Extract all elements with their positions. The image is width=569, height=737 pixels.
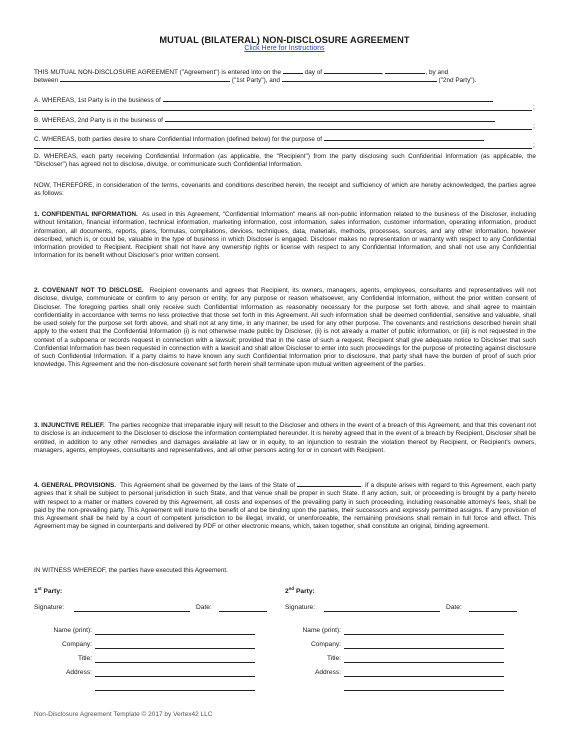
whereas-d: D. WHEREAS, each party receiving Confidential Information (as applicable, the "Recipient") from the party disclosing such Confidential Information (as applicable, the "Discloser") has agreed not to disclose, divulge, or communicate such Confidential Information. <box>34 153 536 169</box>
second-party-name-line[interactable] <box>344 634 504 635</box>
second-party-number: 2 <box>285 588 289 596</box>
first-party-address-label: Address: <box>65 669 92 676</box>
first-party-company-label: Company: <box>61 641 92 648</box>
instructions-link[interactable]: Click Here for Instructions <box>244 45 325 52</box>
second-party-signature-label: Signature: <box>285 604 316 611</box>
second-party-title-label: Title: <box>326 655 341 662</box>
second-party-company-line[interactable] <box>344 648 504 649</box>
whereas-c-field[interactable] <box>324 134 484 141</box>
whereas-b-field[interactable] <box>165 115 495 122</box>
second-party-address-label: Address: <box>314 669 341 676</box>
whereas-b <box>34 115 536 125</box>
second-party-suffix: nd <box>288 586 295 591</box>
section-3-heading: 3. INJUNCTIVE RELIEF. <box>34 422 105 429</box>
first-party-date-line[interactable] <box>219 611 267 612</box>
first-party-suffix: st <box>37 586 42 591</box>
footer-copyright: Non-Disclosure Agreement Template © 2017 by Vertex42 LLC <box>34 711 213 718</box>
first-party-label: Party: <box>43 588 63 596</box>
intro-second-party: ("2nd Party"). <box>438 77 477 84</box>
second-party-signature-line[interactable] <box>324 611 440 612</box>
whereas-b-semicolon: ; <box>533 123 535 130</box>
whereas-b-line-2[interactable] <box>34 129 532 130</box>
second-party-name-field[interactable] <box>282 75 437 82</box>
governing-state-field[interactable] <box>297 480 361 487</box>
whereas-c-line-2[interactable] <box>34 148 532 149</box>
first-party-address-line-1[interactable] <box>95 676 255 677</box>
second-party-company-label: Company: <box>310 641 341 648</box>
first-party-title-line[interactable] <box>95 662 255 663</box>
intro-line-2 <box>34 75 536 85</box>
section-4-body-a: This Agreement shall be governed by the laws of the State of <box>120 482 296 489</box>
second-party-address-line-1[interactable] <box>344 676 504 677</box>
first-party-signature-line[interactable] <box>74 611 190 612</box>
second-party-title-line[interactable] <box>344 662 504 663</box>
intro-text-d: , by and <box>425 69 449 76</box>
section-injunctive-relief <box>34 422 536 455</box>
first-party-date-label: Date: <box>196 604 212 611</box>
second-party-address-line-2[interactable] <box>344 690 504 691</box>
first-party-title-label: Title: <box>77 655 92 662</box>
section-covenant-not-to-disclose <box>34 287 536 370</box>
witness-line: IN WITNESS WHEREOF, the parties have executed this Agreement. <box>34 567 228 574</box>
whereas-c-semicolon: ; <box>533 142 535 149</box>
first-party-address-line-2[interactable] <box>95 690 255 691</box>
section-general-provisions <box>34 480 536 532</box>
section-confidential-information <box>34 211 536 261</box>
document-title: MUTUAL (BILATERAL) NON-DISCLOSURE AGREEMENT <box>159 35 410 45</box>
day-field[interactable] <box>283 67 303 74</box>
first-party-number: 1 <box>34 588 38 596</box>
whereas-a-semicolon: ; <box>533 104 535 111</box>
whereas-a-field[interactable] <box>163 95 493 102</box>
second-party-date-label: Date: <box>446 604 462 611</box>
intro-text-b: day of <box>304 69 323 76</box>
first-party-name-line[interactable] <box>95 634 255 635</box>
section-3-body: The parties recognize that irreparable injury will result to the Discloser and others in the event of a breach of this Agreement, and that this covenant not to disclose is an inducement to the Discloser to disclose the information contemplated hereunder. It is hereby agreed that in the event of a breach by Recipient, Discloser shall be entitled, in addition to any other remedies and damages available at law or in equity, to an injunction to restrain the violation thereof by Recipient, or Recipient's owners, managers, agents, employees, consultants and representatives, and all other persons acting for or in concert with Recipient. <box>34 422 536 454</box>
second-party-date-line[interactable] <box>469 611 517 612</box>
whereas-c-text: C. WHEREAS, both parties desire to share Confidential Information (defined below) for the purpose of <box>34 136 323 143</box>
month-field[interactable] <box>324 67 382 74</box>
section-4-heading: 4. GENERAL PROVISIONS. <box>34 482 117 489</box>
intro-between: between <box>34 77 59 84</box>
section-4-body-b: . If a dispute arises with regard to this Agreement, each party agrees that it shall be subject to personal jurisdiction in such State, and that venue shall be proper in such State. If any action, suit, or proceeding is brought by a party hereto with respect to a matter or matters covered by this Agreement, all costs and expenses of the prevailing party in such proceeding, including reasonable attorney's fees, shall be paid by the non-prevailing party. This Agreement will inure to the benefit of and be binding upon the parties, their successors and expressly permitted assigns. If any provision of this Agreement shall be held by a court of competent jurisdiction to be illegal, invalid, or unenforceable, the remaining provisions shall remain in full force and effect. This Agreement may be signed in counterparts and delivered by PDF or other electronic means, which, taken together, shall constitute an original, binding agreement. <box>34 482 536 531</box>
whereas-a-text: A. WHEREAS, 1st Party is in the business of <box>34 97 161 104</box>
first-party-signature-label: Signature: <box>34 604 65 611</box>
whereas-a-line-2[interactable] <box>34 110 532 111</box>
section-1-body: As used in this Agreement, "Confidential Information" means all non-public information related to the business of the Discloser, including without limitation, financial information, technical information, marketing information, cost information, sales information, customer information, operating information, product information, all documents, reports, plans, formulas, compilations, devices, techniques, data, materials, methods, processes, sources, and any other information, however described, which is, or could be, valuable in the type of business in which Discloser is engaged. Discloser makes no representation or warranty with respect to any Confidential Information provided to Recipient. Recipient shall not have any ownership rights or license with respect to any Confidential Information, and shall not use any Confidential Information for its benefit without Discloser's prior written consent. <box>34 211 536 260</box>
intro-text-c: , <box>381 69 384 76</box>
first-party-name-label: Name (print): <box>53 627 92 634</box>
second-party-heading <box>285 585 315 596</box>
section-1-heading: 1. CONFIDENTIAL INFORMATION. <box>34 211 138 218</box>
year-field[interactable] <box>385 67 425 74</box>
second-party-label: Party: <box>296 588 315 596</box>
intro-text-a: THIS MUTUAL NON-DISCLOSURE AGREEMENT ("Agreement") is entered into on the <box>34 69 282 76</box>
whereas-b-text: B. WHEREAS, 2nd Party is in the business of <box>34 117 163 124</box>
whereas-a <box>34 95 536 105</box>
section-2-body: Recipient covenants and agrees that Recipient, its owners, managers, agents, employees, consultants and representatives will not disclose, divulge, communicate or confirm to any person or entity, for any purpose or reason whatsoever, any Confidential Information, without the prior written consent of Discloser. The foregoing parties shall only receive such Confidential Information as reasonably necessary for the purpose set forth above, and shall agree to maintain confidentiality in accordance with terms no less protective that those set forth in this Agreement. All such information shall be deemed confidential, sensitive and valuable, shall be used solely for the purpose set forth above, and shall not at any time, in any manner, be used for any other purpose. The covenants and restrictions described herein shall apply to the extent that the Confidential Information (i) is not otherwise made public by Discloser, (ii) is not already a matter of public information, or (iii) is not requested in the context of a subpoena or records request in connection with a lawsuit; provided that in the case of such a request, Recipient shall give adequate notice to Discloser that such Confidential Information has been requested in connection with a lawsuit and shall allow Discloser to enter into such proceedings for the purpose of protecting against disclosure of such Confidential Information. If a party claims to have known any such Confidential Information prior to disclosure, that party shall have the burden of proof of such prior knowledge. This Agreement and the non-disclosure covenant set forth herein shall terminate upon mutual written agreement of the parties. <box>34 287 536 369</box>
first-party-company-line[interactable] <box>95 648 255 649</box>
now-therefore-paragraph: NOW, THEREFORE, in consideration of the terms, covenants and conditions described herein, the receipt and sufficiency of which are hereby acknowledged, the parties agree as follows: <box>34 182 536 198</box>
first-party-heading <box>34 585 62 596</box>
second-party-name-label: Name (print): <box>302 627 341 634</box>
first-party-name-field[interactable] <box>60 75 230 82</box>
whereas-c <box>34 134 536 144</box>
section-2-heading: 2. COVENANT NOT TO DISCLOSE. <box>34 287 144 294</box>
intro-first-party: ("1st Party"), and <box>231 77 280 84</box>
